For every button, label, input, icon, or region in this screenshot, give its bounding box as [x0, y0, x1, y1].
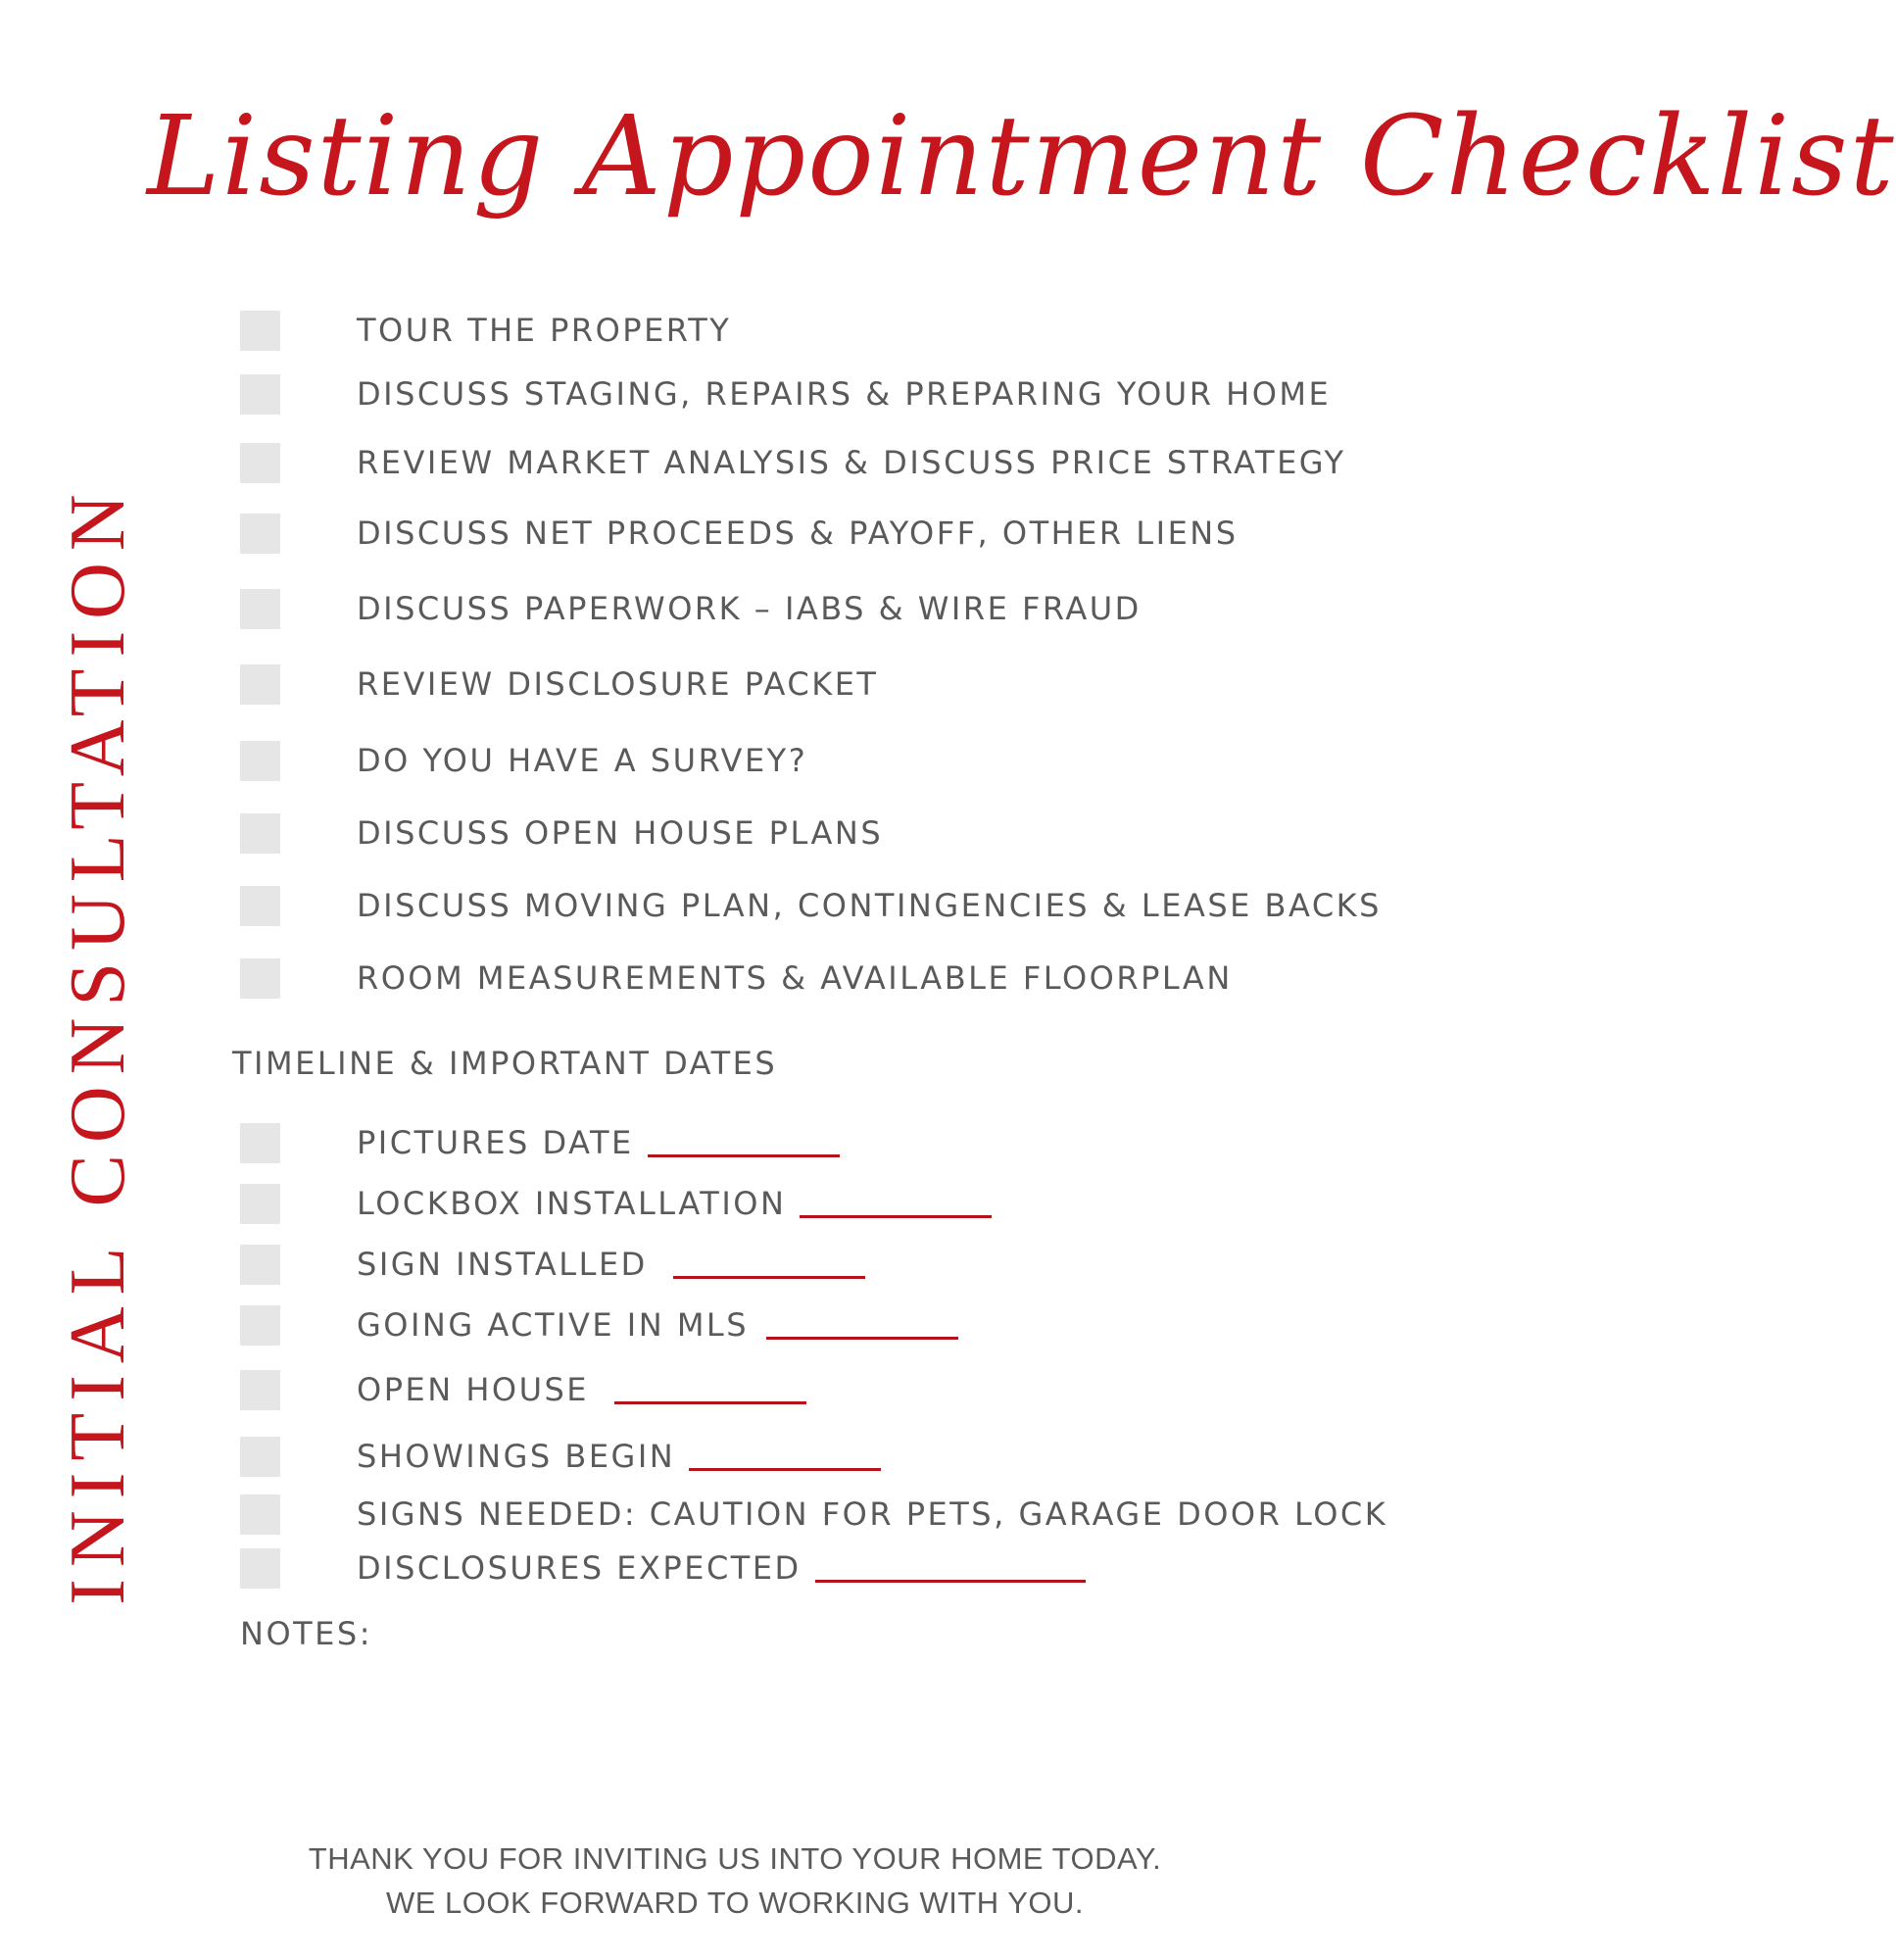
date-blank-line[interactable]	[815, 1580, 1086, 1583]
checklist-item	[240, 309, 731, 352]
checkbox[interactable]	[240, 1184, 280, 1224]
checklist-item-label: ROOM MEASUREMENTS & AVAILABLE FLOORPLAN	[357, 959, 1233, 997]
checkbox[interactable]	[240, 886, 280, 926]
date-blank-line[interactable]	[648, 1154, 840, 1157]
checkbox[interactable]	[240, 374, 280, 415]
checklist-item-label: DISCUSS PAPERWORK – IABS & WIRE FRAUD	[357, 590, 1142, 627]
timeline-item	[240, 1243, 865, 1286]
checklist-item-label: DISCUSS MOVING PLAN, CONTINGENCIES & LEASE BACKS	[357, 887, 1382, 924]
checklist-item-label: REVIEW MARKET ANALYSIS & DISCUSS PRICE STRATEGY	[357, 444, 1346, 481]
checklist-item-label: TOUR THE PROPERTY	[357, 312, 732, 349]
checkbox[interactable]	[240, 589, 280, 629]
checkbox[interactable]	[240, 514, 280, 554]
checklist-item-label: REVIEW DISCLOSURE PACKET	[357, 665, 879, 703]
date-blank-line[interactable]	[614, 1401, 806, 1404]
checklist-item	[240, 372, 1331, 416]
checklist-item	[240, 512, 1239, 555]
checkbox[interactable]	[240, 1494, 280, 1535]
checklist-item	[240, 739, 807, 782]
checklist-item-label: DISCUSS STAGING, REPAIRS & PREPARING YOUR HOME	[357, 375, 1332, 413]
timeline-item-label: SIGN INSTALLED	[357, 1246, 648, 1283]
timeline-item-label: LOCKBOX INSTALLATION	[357, 1185, 787, 1222]
checklist-item	[240, 884, 1382, 927]
checklist-item	[240, 811, 883, 855]
checkbox[interactable]	[240, 741, 280, 781]
checklist-item	[240, 441, 1346, 484]
timeline-item-label: GOING ACTIVE IN MLS	[357, 1306, 750, 1344]
timeline-item-label: SHOWINGS BEGIN	[357, 1438, 676, 1475]
checklist-item-label: DISCUSS OPEN HOUSE PLANS	[357, 814, 884, 852]
checkbox[interactable]	[240, 1437, 280, 1477]
checkbox[interactable]	[240, 664, 280, 705]
checkbox[interactable]	[240, 1370, 280, 1410]
timeline-item-label: OPEN HOUSE	[357, 1371, 590, 1408]
timeline-item-label: SIGNS NEEDED: CAUTION FOR PETS, GARAGE DOOR LOCK	[357, 1495, 1388, 1533]
timeline-item	[240, 1546, 1086, 1590]
timeline-item	[240, 1368, 806, 1411]
checklist-item	[240, 662, 878, 706]
checklist-item	[240, 587, 1142, 630]
page-title: Listing Appointment Checklist	[147, 93, 1896, 220]
checkbox[interactable]	[240, 1123, 280, 1163]
timeline-item	[240, 1435, 881, 1478]
date-blank-line[interactable]	[800, 1215, 992, 1218]
checkbox[interactable]	[240, 1245, 280, 1285]
timeline-item	[240, 1121, 840, 1164]
checkbox[interactable]	[240, 311, 280, 351]
timeline-heading: TIMELINE & IMPORTANT DATES	[232, 1045, 778, 1082]
timeline-item	[240, 1493, 1387, 1536]
timeline-item-label: DISCLOSURES EXPECTED	[357, 1549, 802, 1587]
checklist-item-label: DISCUSS NET PROCEEDS & PAYOFF, OTHER LIENS	[357, 514, 1239, 552]
timeline-item	[240, 1182, 992, 1225]
checkbox[interactable]	[240, 813, 280, 854]
timeline-item	[240, 1303, 958, 1347]
notes-label: NOTES:	[240, 1615, 372, 1652]
timeline-item-label: PICTURES DATE	[357, 1124, 634, 1161]
checkbox[interactable]	[240, 443, 280, 483]
checklist-item-label: DO YOU HAVE A SURVEY?	[357, 742, 808, 779]
date-blank-line[interactable]	[766, 1337, 958, 1340]
footer-line-1: THANK YOU FOR INVITING US INTO YOUR HOME TODAY.	[308, 1841, 1162, 1876]
footer-line-2: WE LOOK FORWARD TO WORKING WITH YOU.	[385, 1886, 1085, 1920]
section-side-label: INITIAL CONSULTATION	[55, 482, 141, 1605]
checkbox[interactable]	[240, 1548, 280, 1589]
date-blank-line[interactable]	[673, 1276, 865, 1279]
checkbox[interactable]	[240, 958, 280, 999]
checklist-item	[240, 956, 1233, 1000]
date-blank-line[interactable]	[689, 1468, 881, 1471]
checkbox[interactable]	[240, 1305, 280, 1346]
